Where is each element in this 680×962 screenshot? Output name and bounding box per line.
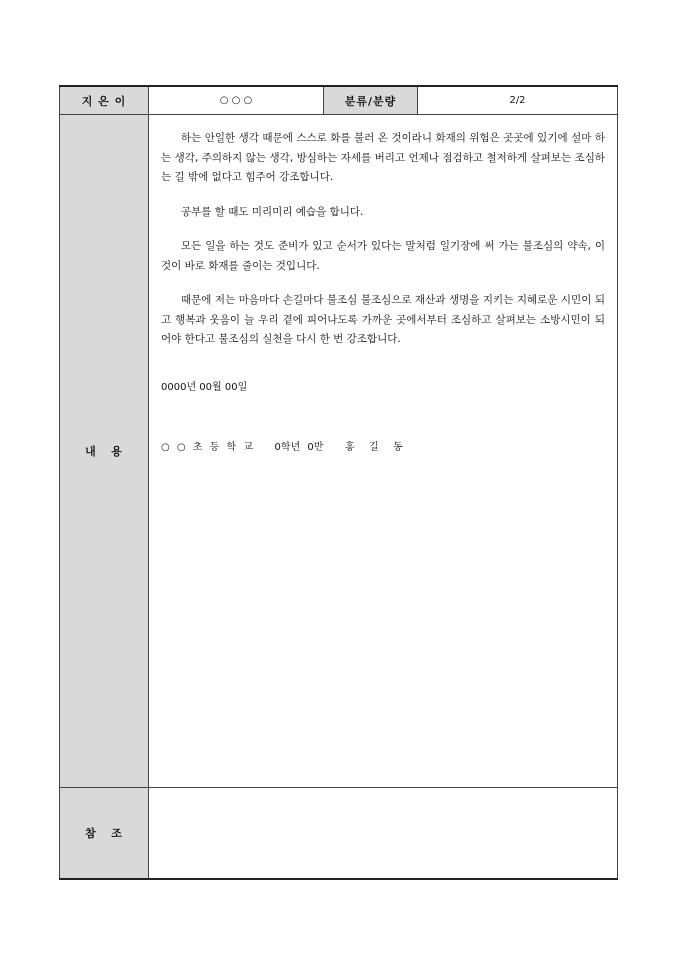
reference-row: [60, 788, 618, 880]
content-body: [149, 115, 617, 787]
content-row: [60, 115, 618, 788]
content-label: 내 용: [60, 115, 149, 788]
reference-label: 참 조: [60, 788, 149, 880]
category-value: 2/2: [418, 86, 618, 115]
header-row: [60, 86, 618, 115]
content-paragraph-1: 하는 안일한 생각 때문에 스스로 화를 불러 온 것이라니 화재의 위험은 곳곳에 있기에 설마 하는 생각, 주의하지 않는 생각, 방심하는 자세를 버리고 언제나 점검하고 철저하게 살펴보는 조심하는 길 밖에 없다고 힘주어 강조합니다.: [161, 132, 605, 183]
essay-form-table: [59, 85, 618, 880]
school-signature: ○ ○ 초 등 학 교 0학년 0반 홍 길 동: [161, 442, 403, 453]
reference-value: [149, 788, 618, 880]
category-label: 분류/분량: [324, 86, 418, 115]
content-paragraph-3: 모든 일을 하는 것도 준비가 있고 순서가 있다는 말처럼 일기장에 써 가는 불조심의 약속, 이것이 바로 화재를 줄이는 것입니다.: [161, 240, 605, 272]
date-line: 0000년 00월 00일: [161, 381, 248, 393]
author-label: 지 은 이: [60, 86, 149, 115]
content-paragraph-4: 때문에 저는 마음마다 손길마다 불조심 불조심으로 재산과 생명을 지키는 지혜로운 시민이 되고 행복과 웃음이 늘 우리 곁에 피어나도록 가까운 곳에서부터 조심하고 살펴보는 소방시민이 되어야 한다고 불조심의 실천을 다시 한 번 강조합니다.: [161, 294, 605, 345]
content-paragraph-2: 공부를 할 때도 미리미리 예습을 합니다.: [181, 205, 364, 218]
author-value: ○ ○ ○: [149, 86, 324, 115]
content-cell: [149, 115, 618, 788]
